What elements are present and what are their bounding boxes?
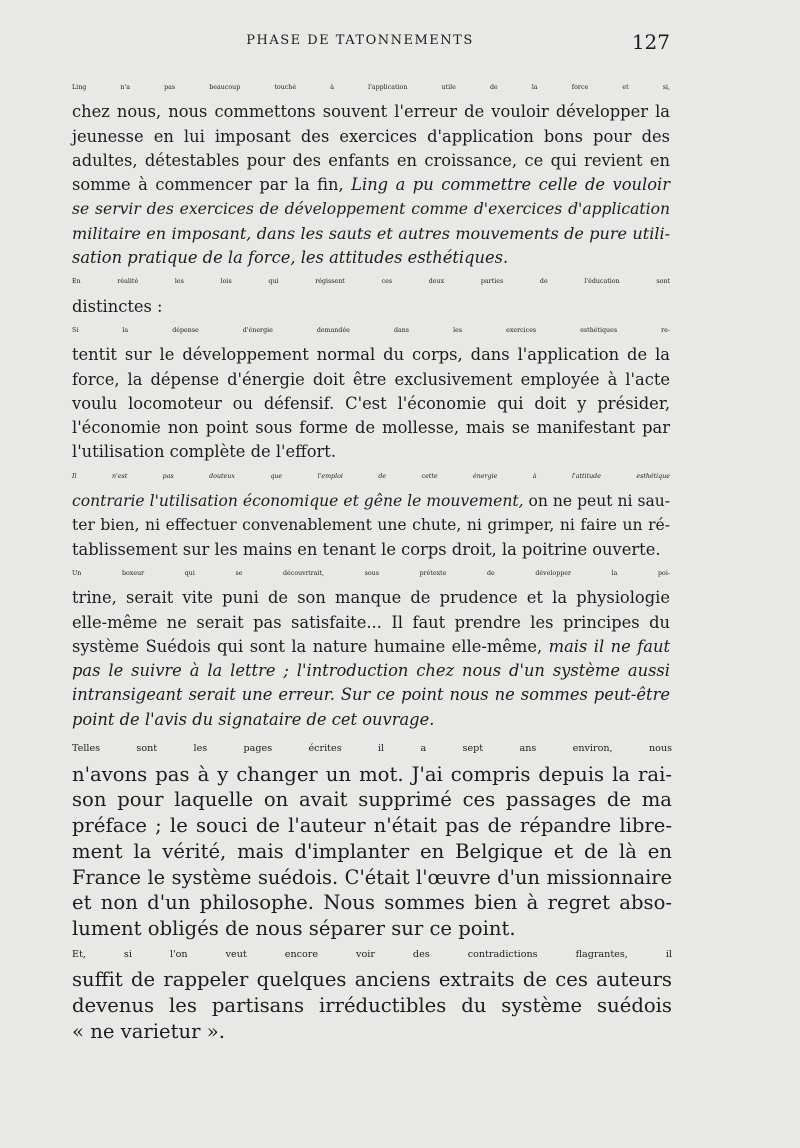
text-line: pas le suivre à la lettre ; l'introduction chez nous d'un système aussi — [72, 661, 670, 681]
text-line: Si la dépense d'énergie demandée dans les exercices esthétiques re- — [72, 326, 670, 334]
text-line: En réalité les lois qui régissent ces deux parties de l'éducation sont — [72, 278, 670, 286]
quoted-passage — [50, 76, 670, 732]
italic-run: mais il ne faut — [548, 636, 670, 656]
text-line: l'économie non point sous forme de mollesse, mais se manifestant par — [72, 418, 670, 438]
text-line: devenus les partisans irréductibles du système suédois — [72, 994, 672, 1018]
paragraph — [50, 465, 670, 562]
running-head: PHASE DE TATONNEMENTS — [246, 33, 474, 48]
paragraph — [50, 270, 670, 319]
text-line: intransigeant serait une erreur. Sur ce point nous ne sommes peut-être — [72, 685, 670, 705]
text-line: point de l'avis du signataire de cet ouvrage. — [72, 709, 435, 729]
paragraph — [50, 76, 670, 270]
text-line: elle-même ne serait pas satisfaite... Il faut prendre les principes du — [72, 612, 670, 632]
text-line: tablissement sur les mains en tenant le corps droit, la poitrine ouverte. — [72, 539, 661, 559]
text-line: préface ; le souci de l'auteur n'était pas de répandre libre- — [72, 814, 672, 838]
text-line: « ne varietur ». — [72, 1019, 225, 1043]
text-line: Il n'est pas douteux que l'emploi de cette énergie à l'attitude esthétique — [72, 472, 670, 480]
text-line: force, la dépense d'énergie doit être exclusivement employée à l'acte — [72, 369, 670, 389]
text-line: suffit de rappeler quelques anciens extraits de ces auteurs — [72, 968, 672, 992]
paragraph — [50, 562, 670, 732]
text-line — [50, 489, 670, 513]
text-line: distinctes : — [72, 296, 163, 316]
text-line: Un boxeur qui se découvrirait, sous prétexte de développer la poi- — [72, 569, 670, 577]
text-line: ment la vérité, mais d'implanter en Belgique et de là en — [72, 839, 672, 863]
text-line: sation pratique de la force, les attitudes esthétiques. — [72, 248, 509, 268]
text-line: Et, si l'on veut encore voir des contradictions flagrantes, il — [72, 948, 672, 960]
text-line — [50, 173, 670, 197]
text-run: somme à commencer par la fin, — [72, 175, 352, 195]
text-line: adultes, détestables pour des enfants en croissance, ce qui revient en — [72, 150, 670, 170]
paragraph — [50, 319, 670, 465]
italic-run: contrarie l'utilisation économique et gêne le mouvement, — [72, 492, 524, 511]
italic-run: Ling a pu commettre celle de vouloir — [351, 175, 670, 195]
text-line — [50, 635, 670, 659]
text-line: voulu locomoteur ou défensif. C'est l'économie qui doit y présider, — [72, 393, 670, 413]
text-line: l'utilisation complète de l'effort. — [72, 442, 337, 462]
text-line: chez nous, nous commettons souvent l'erreur de vouloir développer la — [72, 102, 670, 122]
text-run: système Suédois qui sont la nature humaine elle-même, — [72, 636, 549, 656]
paragraph — [50, 942, 672, 1045]
text-line: tentit sur le développement normal du corps, dans l'application de la — [72, 345, 670, 365]
text-line: se servir des exercices de développement comme d'exercices d'application — [72, 200, 670, 219]
main-text — [50, 736, 672, 1044]
page-header — [50, 30, 670, 52]
text-line: Ling n'a pas beaucoup touché à l'application utile de la force et si, — [72, 84, 670, 91]
text-line: son pour laquelle on avait supprimé ces passages de ma — [72, 788, 672, 812]
text-line: jeunesse en lui imposant des exercices d'application bons pour des — [72, 126, 670, 146]
text-line: Telles sont les pages écrites il a sept ans environ, nous — [72, 743, 672, 754]
text-run: on ne peut ni sau- — [523, 492, 670, 511]
text-line: n'avons pas à y changer un mot. J'ai compris depuis la rai- — [72, 762, 672, 786]
text-line: trine, serait vite puni de son manque de prudence et la physiologie — [72, 588, 670, 608]
text-line: lument obligés de nous séparer sur ce point. — [72, 916, 516, 940]
text-line: et non d'un philosophe. Nous sommes bien à regret abso- — [72, 891, 672, 915]
text-line: militaire en imposant, dans les sauts et autres mouvements de pure utili- — [72, 223, 670, 243]
text-line: France le système suédois. C'était l'œuvre d'un missionnaire — [72, 865, 672, 889]
text-line: ter bien, ni effectuer convenablement une chute, ni grimper, ni faire un ré- — [72, 516, 670, 535]
page-number: 127 — [631, 30, 670, 54]
paragraph — [50, 736, 672, 942]
